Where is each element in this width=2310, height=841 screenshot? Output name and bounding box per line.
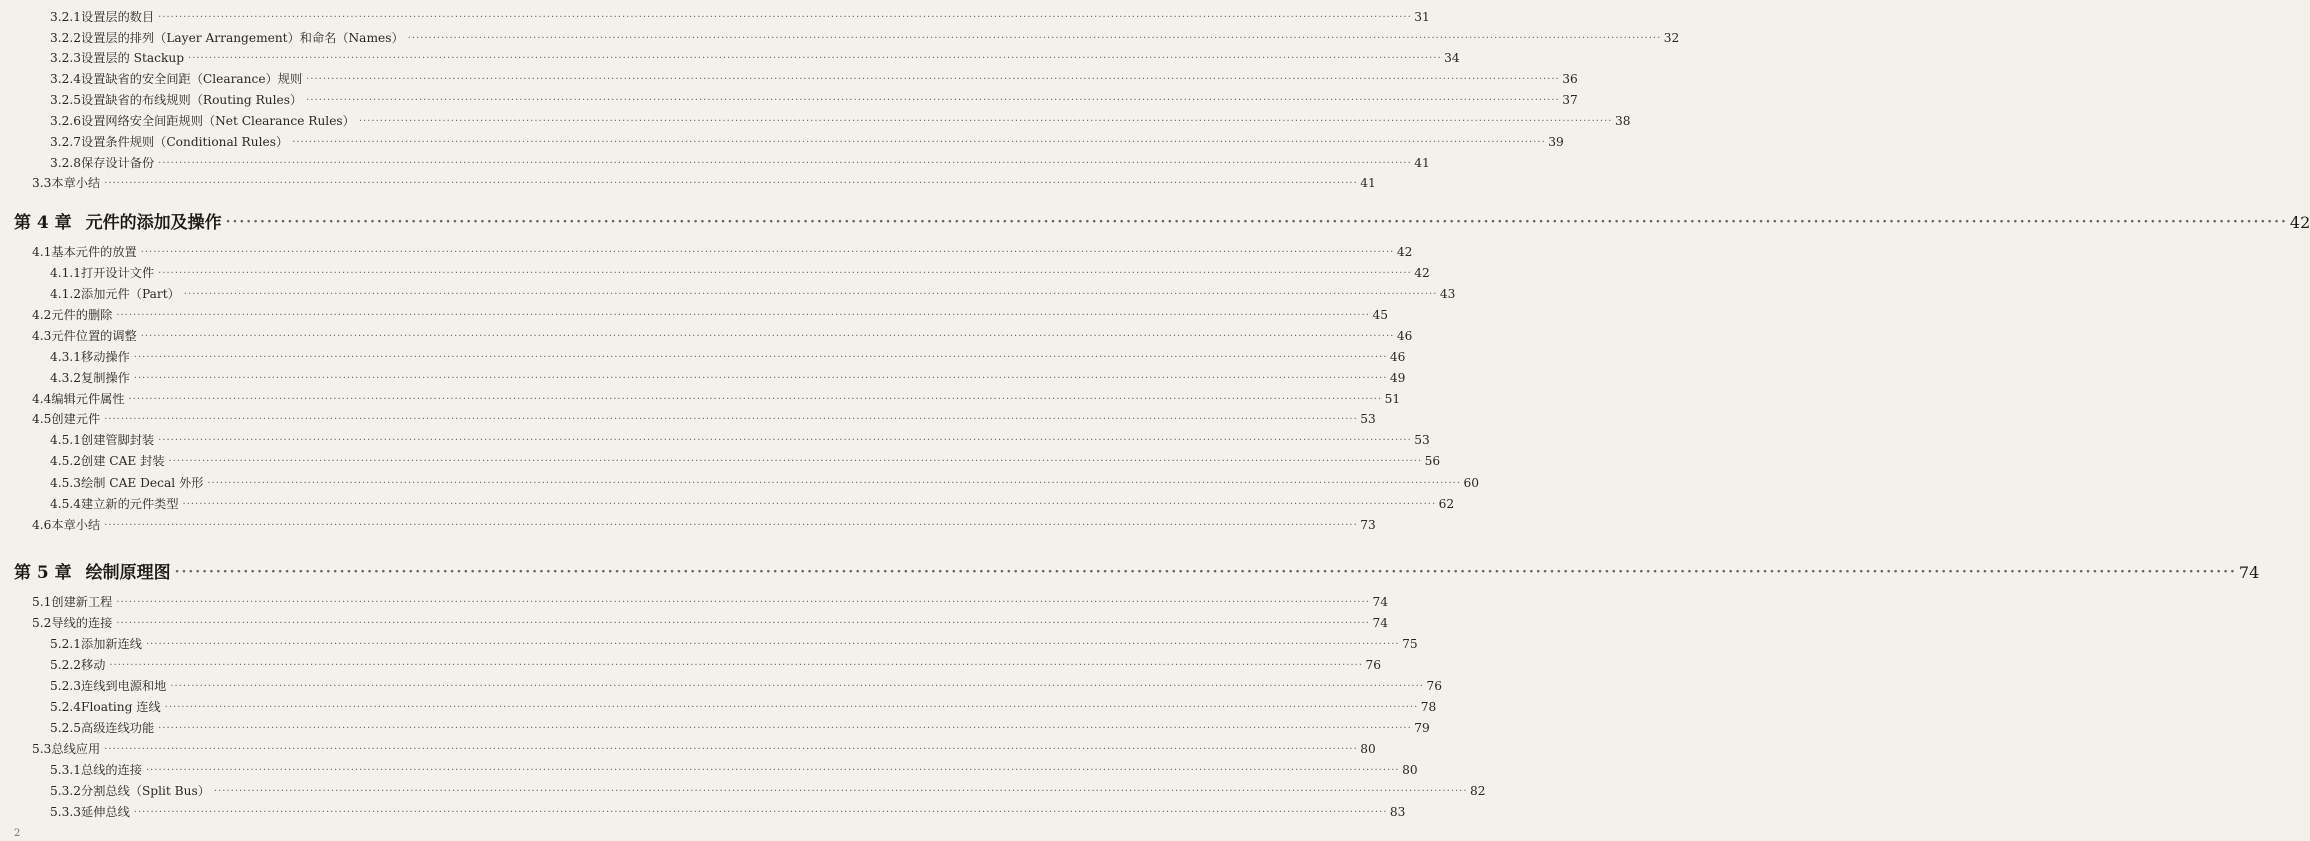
- entry-page-number: 80: [1402, 763, 1418, 777]
- entry-number: 4.2: [32, 308, 52, 322]
- entry-title: 总线的连接: [81, 763, 142, 777]
- entry-number: 5.1: [32, 595, 52, 609]
- entry-title: 连线到电源和地: [81, 679, 167, 693]
- entry-number: 5.2.3: [50, 679, 82, 693]
- entry-title: 设置层的数目: [81, 10, 155, 24]
- entry-page-number: 45: [1372, 308, 1388, 322]
- toc-entry[interactable]: [32, 390, 1401, 407]
- entry-page-number: 37: [1562, 93, 1578, 107]
- page-number-footer: 2: [14, 828, 21, 839]
- toc-entry[interactable]: [50, 70, 1578, 87]
- toc-entry[interactable]: [50, 29, 1680, 46]
- entry-page-number: 74: [1372, 616, 1388, 630]
- leader-dots: ············································································································································································································································································································: [306, 74, 1560, 85]
- entry-page-number: 36: [1562, 72, 1578, 86]
- entry-title: 创建管脚封装: [81, 433, 155, 447]
- entry-number: 4.3.2: [50, 371, 82, 385]
- entry-number: 5.3.3: [50, 805, 82, 819]
- leader-dots: ············································································································································································································································································································: [158, 268, 1412, 279]
- entry-page-number: 39: [1548, 135, 1564, 149]
- entry-number: 4.3.1: [50, 350, 82, 364]
- toc-entry[interactable]: [32, 243, 1413, 260]
- entry-page-number: 38: [1614, 114, 1631, 128]
- chapter-entry[interactable]: [14, 208, 2310, 233]
- leader-dots: ············································································································································································································································································································: [116, 597, 1370, 608]
- leader-dots: ············································································································································································································································································································: [133, 373, 1388, 384]
- leader-dots: ············································································································································································································································································································: [213, 786, 1468, 797]
- entry-number: 5.2.5: [50, 721, 82, 735]
- entry-title: 分割总线（Split Bus）: [81, 784, 210, 798]
- leader-dots: ············································································································································································································································································································: [133, 807, 1388, 818]
- toc-entry[interactable]: [50, 49, 1460, 66]
- leader-dots: ············································································································································································································································································································: [158, 12, 1412, 23]
- entry-number: 4.1.1: [50, 266, 82, 280]
- leader-dots: ············································································································································································································································································································: [164, 702, 1419, 713]
- entry-title: 元件的添加及操作: [85, 213, 222, 233]
- leader-dots: ············································································································································································································································································································: [104, 414, 1358, 425]
- entry-page-number: 46: [1389, 350, 1406, 364]
- entry-number: 3.2.2: [50, 31, 82, 45]
- entry-number: 5.2.4: [50, 700, 82, 714]
- toc-entry[interactable]: [50, 91, 1578, 108]
- entry-title: 设置层的 Stackup: [81, 51, 185, 65]
- entry-page-number: 42: [1396, 245, 1413, 259]
- entry-page-number: 41: [1360, 176, 1376, 190]
- entry-title: 设置网络安全间距规则（Net Clearance Rules）: [81, 114, 355, 128]
- toc-entry[interactable]: [50, 369, 1406, 386]
- toc-entry[interactable]: [50, 719, 1430, 736]
- leader-dots: ············································································································································································································································································································: [174, 564, 2237, 580]
- entry-title: 复制操作: [81, 371, 130, 385]
- entry-number: 4.5.1: [50, 433, 82, 447]
- leader-dots: ············································································································································································································································································································: [104, 744, 1358, 755]
- entry-number: 3.2.4: [50, 72, 82, 86]
- leader-dots: ············································································································································································································································································································: [188, 53, 1442, 64]
- entry-title: 设置缺省的安全间距（Clearance）规则: [81, 72, 303, 86]
- entry-page-number: 62: [1438, 497, 1455, 511]
- toc-entry[interactable]: [32, 614, 1388, 631]
- entry-title: 保存设计备份: [81, 156, 155, 170]
- leader-dots: ············································································································································································································································································································: [145, 639, 1400, 650]
- entry-number: 3.2.8: [50, 156, 82, 170]
- entry-title: 总线应用: [51, 742, 101, 756]
- entry-number: 3.2.6: [50, 114, 82, 128]
- leader-dots: ············································································································································································································································································································: [145, 765, 1400, 776]
- toc-entry[interactable]: [50, 656, 1382, 673]
- entry-title: 绘制 CAE Decal 外形: [81, 476, 204, 490]
- entry-page-number: 82: [1470, 784, 1486, 798]
- entry-number: 3.3: [32, 176, 52, 190]
- leader-dots: ············································································································································································································································································································: [170, 681, 1424, 692]
- entry-number: 第 4 章: [14, 213, 72, 233]
- entry-page-number: 56: [1424, 454, 1441, 468]
- entry-number: 3.2.3: [50, 51, 82, 65]
- toc-entry[interactable]: [50, 698, 1437, 715]
- leader-dots: ············································································································································································································································································································: [158, 723, 1412, 734]
- entry-title: 编辑元件属性: [51, 392, 125, 406]
- leader-dots: ············································································································································································································································································································: [407, 33, 1662, 44]
- leader-dots: ············································································································································································································································································································: [133, 352, 1388, 363]
- entry-title: 设置条件规则（Conditional Rules）: [81, 135, 289, 149]
- entry-page-number: 32: [1663, 31, 1680, 45]
- entry-page-number: 80: [1360, 742, 1376, 756]
- entry-title: 移动操作: [81, 350, 130, 364]
- toc-entry[interactable]: [32, 410, 1376, 427]
- entry-page-number: 41: [1414, 156, 1430, 170]
- entry-page-number: 76: [1365, 658, 1382, 672]
- leader-dots: ············································································································································································································································································································: [182, 499, 1437, 510]
- leader-dots: ············································································································································································································································································································: [116, 310, 1370, 321]
- entry-page-number: 51: [1384, 392, 1401, 406]
- leader-dots: ············································································································································································································································································································: [109, 660, 1364, 671]
- entry-page-number: 42: [1414, 266, 1430, 280]
- entry-page-number: 74: [2238, 563, 2260, 582]
- entry-page-number: 34: [1444, 51, 1460, 65]
- entry-page-number: 42: [2289, 213, 2310, 232]
- entry-title: Floating 连线: [81, 700, 161, 714]
- toc-entry[interactable]: [32, 327, 1413, 344]
- entry-title: 设置层的排列（Layer Arrangement）和命名（Names）: [81, 31, 404, 45]
- leader-dots: ············································································································································································································································································································: [158, 158, 1412, 169]
- leader-dots: ············································································································································································································································································································: [104, 178, 1358, 189]
- entry-number: 4.5.4: [50, 497, 82, 511]
- toc-entry[interactable]: [32, 740, 1376, 757]
- entry-title: 本章小结: [51, 518, 101, 532]
- toc-entry[interactable]: [50, 782, 1486, 799]
- toc-entry[interactable]: [50, 761, 1418, 778]
- entry-number: 4.3: [32, 329, 52, 343]
- entry-number: 5.2.1: [50, 637, 82, 651]
- entry-page-number: 78: [1420, 700, 1437, 714]
- entry-number: 3.2.1: [50, 10, 82, 24]
- entry-number: 5.3.2: [50, 784, 82, 798]
- entry-title: 元件的删除: [51, 308, 113, 322]
- leader-dots: ············································································································································································································································································································: [140, 247, 1395, 258]
- entry-page-number: 74: [1372, 595, 1388, 609]
- leader-dots: ············································································································································································································································································································: [116, 618, 1370, 629]
- entry-page-number: 83: [1389, 805, 1406, 819]
- leader-dots: ············································································································································································································································································································: [225, 214, 2288, 230]
- entry-title: 创建元件: [51, 412, 101, 426]
- entry-page-number: 79: [1414, 721, 1430, 735]
- entry-title: 打开设计文件: [81, 266, 155, 280]
- entry-number: 5.2: [32, 616, 52, 630]
- entry-number: 4.5.2: [50, 454, 82, 468]
- toc-entry[interactable]: [50, 431, 1430, 448]
- leader-dots: ············································································································································································································································································································: [168, 456, 1423, 467]
- entry-page-number: 31: [1414, 10, 1430, 24]
- entry-number: 4.4: [32, 392, 52, 406]
- entry-title: 创建新工程: [51, 595, 113, 609]
- toc-entry[interactable]: [50, 8, 1430, 25]
- entry-title: 添加元件（Part）: [81, 287, 180, 301]
- entry-title: 移动: [81, 658, 106, 672]
- toc-entry[interactable]: [50, 474, 1480, 491]
- toc-entry[interactable]: [32, 593, 1388, 610]
- toc-entry[interactable]: [50, 133, 1564, 150]
- toc-entry[interactable]: [50, 635, 1418, 652]
- leader-dots: ············································································································································································································································································································: [207, 478, 1462, 489]
- toc-entry[interactable]: [32, 174, 1376, 191]
- entry-title: 设置缺省的布线规则（Routing Rules）: [81, 93, 303, 107]
- entry-number: 第 5 章: [14, 563, 72, 583]
- toc-entry[interactable]: [50, 803, 1406, 820]
- entry-page-number: 75: [1402, 637, 1418, 651]
- entry-title: 基本元件的放置: [51, 245, 137, 259]
- entry-page-number: 43: [1439, 287, 1456, 301]
- entry-number: 4.1.2: [50, 287, 82, 301]
- entry-page-number: 73: [1360, 518, 1376, 532]
- entry-page-number: 46: [1396, 329, 1413, 343]
- toc-entry[interactable]: [50, 495, 1455, 512]
- entry-number: 5.2.2: [50, 658, 82, 672]
- entry-number: 4.6: [32, 518, 52, 532]
- toc-entry[interactable]: [50, 677, 1442, 694]
- leader-dots: ············································································································································································································································································································: [128, 394, 1383, 405]
- toc-entry[interactable]: [50, 452, 1441, 469]
- leader-dots: ············································································································································································································································································································: [140, 331, 1395, 342]
- entry-number: 5.3.1: [50, 763, 82, 777]
- toc-entry[interactable]: [50, 154, 1430, 171]
- leader-dots: ············································································································································································································································································································: [183, 289, 1438, 300]
- entry-number: 4.5.3: [50, 476, 82, 490]
- entry-title: 延伸总线: [81, 805, 130, 819]
- leader-dots: ············································································································································································································································································································: [158, 435, 1412, 446]
- entry-number: 4.1: [32, 245, 52, 259]
- entry-title: 导线的连接: [51, 616, 113, 630]
- leader-dots: ············································································································································································································································································································: [306, 95, 1560, 106]
- entry-page-number: 49: [1389, 371, 1406, 385]
- toc-entry[interactable]: [32, 306, 1388, 323]
- toc-entry[interactable]: [32, 516, 1376, 533]
- entry-number: 3.2.5: [50, 93, 82, 107]
- leader-dots: ············································································································································································································································································································: [104, 520, 1358, 531]
- entry-number: 3.2.7: [50, 135, 82, 149]
- leader-dots: ············································································································································································································································································································: [358, 116, 1613, 127]
- toc-entry[interactable]: [50, 112, 1631, 129]
- entry-number: 4.5: [32, 412, 52, 426]
- entry-page-number: 60: [1463, 476, 1480, 490]
- toc-entry[interactable]: [50, 348, 1406, 365]
- toc-entry[interactable]: [50, 285, 1456, 302]
- entry-title: 创建 CAE 封装: [81, 454, 165, 468]
- entry-page-number: 76: [1426, 679, 1442, 693]
- entry-title: 高级连线功能: [81, 721, 155, 735]
- entry-title: 建立新的元件类型: [81, 497, 179, 511]
- entry-title: 绘制原理图: [85, 563, 171, 583]
- entry-page-number: 53: [1414, 433, 1430, 447]
- entry-number: 5.3: [32, 742, 52, 756]
- entry-title: 本章小结: [51, 176, 101, 190]
- toc-entry[interactable]: [50, 264, 1430, 281]
- entry-title: 元件位置的调整: [51, 329, 137, 343]
- entry-title: 添加新连线: [81, 637, 142, 651]
- chapter-entry[interactable]: [14, 558, 2260, 583]
- entry-page-number: 53: [1360, 412, 1376, 426]
- leader-dots: ············································································································································································································································································································: [292, 137, 1546, 148]
